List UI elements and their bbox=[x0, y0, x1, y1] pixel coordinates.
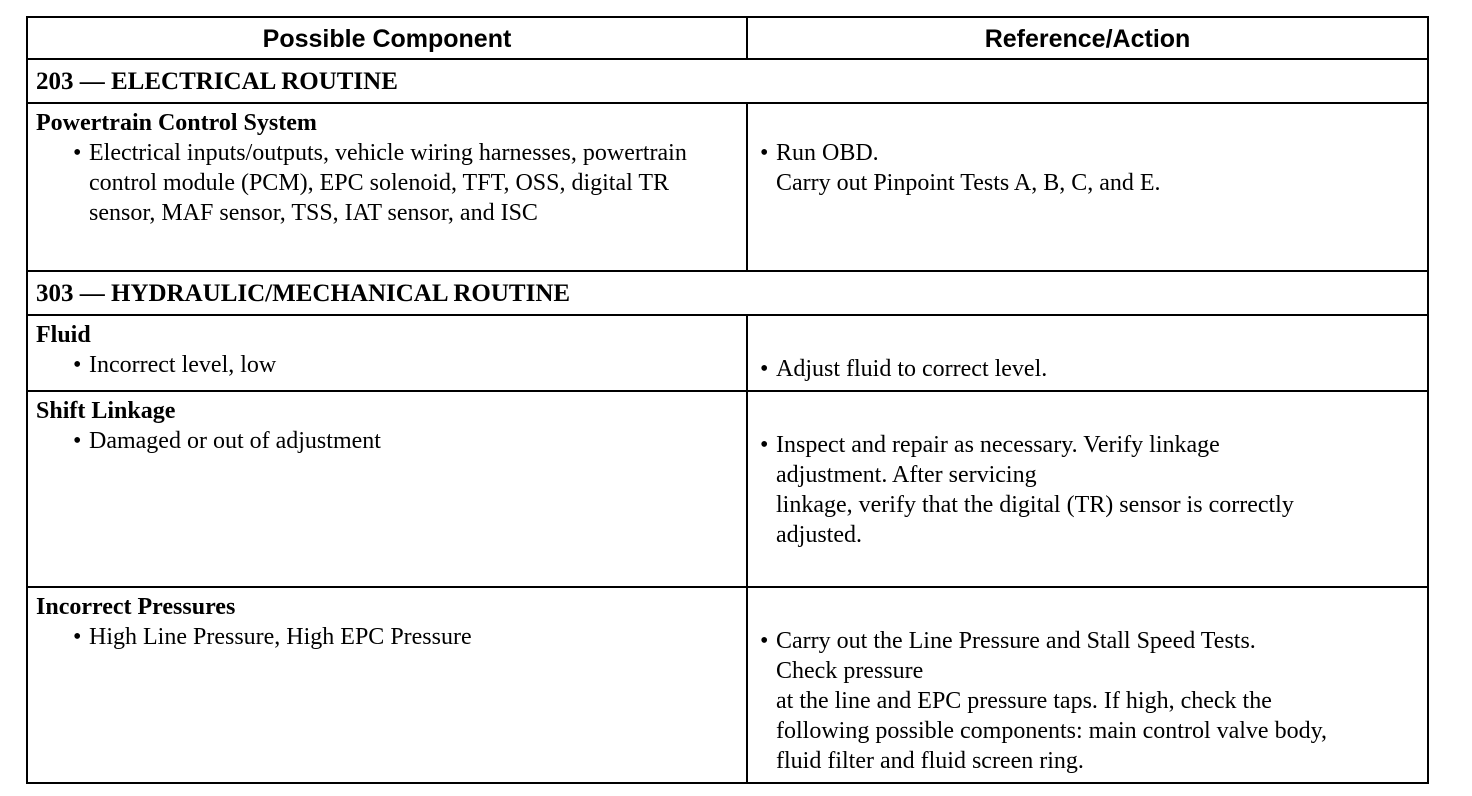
component-title: Fluid bbox=[36, 322, 91, 348]
action-cell bbox=[748, 104, 1427, 270]
section-title: 303 — HYDRAULIC/MECHANICAL ROUTINE bbox=[36, 280, 571, 307]
component-title: Incorrect Pressures bbox=[36, 594, 236, 620]
component-cell bbox=[28, 316, 748, 390]
bullet-glyph: • bbox=[73, 428, 82, 454]
action-line: Check pressure bbox=[776, 658, 924, 684]
bullet-glyph: • bbox=[73, 140, 82, 166]
bullet-glyph: • bbox=[73, 624, 82, 650]
action-cell bbox=[748, 316, 1427, 390]
component-bullet bbox=[36, 350, 738, 380]
action-bullet bbox=[756, 138, 1419, 198]
action-bullet bbox=[756, 430, 1419, 550]
bullet-glyph: • bbox=[760, 432, 769, 458]
component-title: Shift Linkage bbox=[36, 398, 176, 424]
component-bullet-text: High Line Pressure, High EPC Pressure bbox=[89, 624, 472, 650]
component-bullet-text: Damaged or out of adjustment bbox=[89, 428, 381, 454]
component-bullet-text: Incorrect level, low bbox=[89, 352, 277, 378]
action-line: fluid filter and fluid screen ring. bbox=[776, 748, 1084, 774]
component-title: Powertrain Control System bbox=[36, 110, 317, 136]
bullet-glyph: • bbox=[760, 356, 769, 382]
table-row bbox=[28, 316, 1427, 392]
table-row bbox=[28, 588, 1427, 782]
action-line: at the line and EPC pressure taps. If high, check the bbox=[776, 688, 1272, 714]
bullet-glyph: • bbox=[73, 352, 82, 378]
component-cell bbox=[28, 104, 748, 270]
table-row bbox=[28, 392, 1427, 588]
component-cell bbox=[28, 392, 748, 586]
component-bullet bbox=[36, 426, 738, 456]
action-cell bbox=[748, 588, 1427, 782]
action-line: Carry out the Line Pressure and Stall Speed Tests. bbox=[776, 628, 1256, 654]
table-row bbox=[28, 104, 1427, 272]
component-cell bbox=[28, 588, 748, 782]
action-text bbox=[776, 430, 1294, 550]
action-line: following possible components: main control valve body, bbox=[776, 718, 1328, 744]
action-line: Run OBD. bbox=[776, 140, 879, 166]
header-reference-action: Reference/Action bbox=[984, 25, 1191, 53]
action-line: adjusted. bbox=[776, 522, 862, 548]
action-text bbox=[776, 354, 1047, 384]
action-line: adjustment. After servicing bbox=[776, 462, 1037, 488]
section-title: 203 — ELECTRICAL ROUTINE bbox=[36, 68, 398, 95]
section-row-hydraulic bbox=[28, 272, 1427, 316]
diagnostic-table bbox=[26, 16, 1429, 784]
action-line: Adjust fluid to correct level. bbox=[776, 356, 1048, 382]
action-line: Inspect and repair as necessary. Verify linkage bbox=[776, 432, 1220, 458]
table-header-row bbox=[28, 18, 1427, 60]
action-bullet bbox=[756, 626, 1419, 776]
action-text bbox=[776, 138, 1161, 198]
component-bullet-text: Electrical inputs/outputs, vehicle wiring harnesses, powertrain control module (PCM), EPC solenoid, TFT, OSS, digital TR sensor, MAF sensor, TSS, IAT sensor, and ISC bbox=[89, 140, 687, 226]
bullet-glyph: • bbox=[760, 628, 769, 654]
component-bullet bbox=[36, 138, 738, 228]
action-line: Carry out Pinpoint Tests A, B, C, and E. bbox=[776, 170, 1161, 196]
component-bullet bbox=[36, 622, 738, 652]
section-row-electrical bbox=[28, 60, 1427, 104]
header-possible-component: Possible Component bbox=[28, 18, 748, 58]
action-cell bbox=[748, 392, 1427, 586]
action-bullet bbox=[756, 354, 1419, 384]
action-line: linkage, verify that the digital (TR) sensor is correctly bbox=[776, 492, 1294, 518]
action-text bbox=[776, 626, 1327, 776]
bullet-glyph: • bbox=[760, 140, 769, 166]
